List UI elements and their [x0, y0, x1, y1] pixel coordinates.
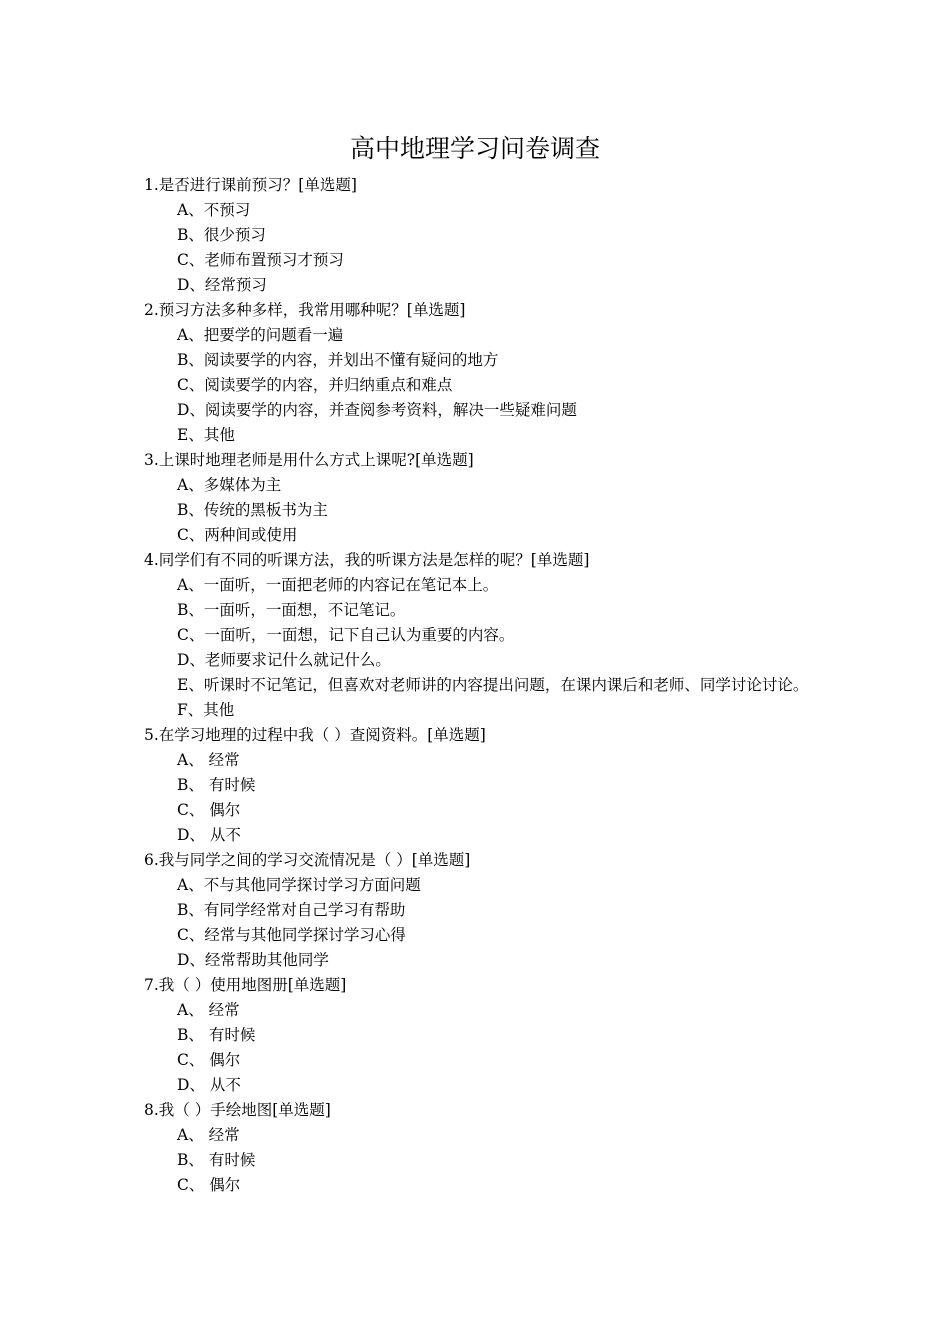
option-d: D、 从不 [177, 1076, 241, 1094]
option-e: E、其他 [177, 426, 235, 444]
option-c: C、两种间或使用 [177, 526, 298, 544]
option-a: A、 经常 [177, 1126, 240, 1144]
option-c: C、 偶尔 [177, 1051, 241, 1069]
option-a: A、 经常 [177, 1001, 240, 1019]
option-b: B、阅读要学的内容，并划出不懂有疑问的地方 [177, 351, 499, 369]
option-c: C、老师布置预习才预习 [177, 251, 344, 269]
question-3 [144, 448, 814, 548]
option-c: C、经常与其他同学探讨学习心得 [177, 926, 406, 944]
question-title: 6.我与同学之间的学习交流情况是（ ）[单选题] [144, 851, 471, 869]
question-title: 5.在学习地理的过程中我（ ）查阅资料。[单选题] [144, 726, 486, 744]
question-2 [144, 298, 814, 448]
option-f: F、其他 [177, 701, 235, 719]
question-1 [144, 173, 814, 298]
option-c: C、 偶尔 [177, 1176, 241, 1194]
option-d: D、经常预习 [177, 276, 267, 294]
option-b: B、有同学经常对自己学习有帮助 [177, 901, 406, 919]
questionnaire-body [144, 173, 814, 1198]
option-a: A、多媒体为主 [177, 476, 282, 494]
option-c: C、一面听，一面想，记下自己认为重要的内容。 [177, 626, 515, 644]
option-a: A、不与其他同学探讨学习方面问题 [177, 876, 421, 894]
option-c: C、 偶尔 [177, 801, 241, 819]
option-b: B、很少预习 [177, 226, 266, 244]
option-b: B、一面听，一面想，不记笔记。 [177, 601, 406, 619]
option-b: B、 有时候 [177, 1151, 256, 1169]
question-title: 4.同学们有不同的听课方法，我的听课方法是怎样的呢？[单选题] [144, 551, 590, 569]
question-4 [144, 548, 814, 723]
option-d: D、老师要求记什么就记什么。 [177, 651, 391, 669]
option-a: A、一面听，一面把老师的内容记在笔记本上。 [177, 576, 499, 594]
option-b: B、 有时候 [177, 776, 256, 794]
option-d: D、 从不 [177, 826, 241, 844]
option-d: D、阅读要学的内容，并查阅参考资料，解决一些疑难问题 [177, 401, 577, 419]
document-title: 高中地理学习问卷调查 [349, 134, 600, 163]
question-8 [144, 1098, 814, 1198]
question-title: 3.上课时地理老师是用什么方式上课呢?[单选题] [144, 451, 474, 469]
option-b: B、 有时候 [177, 1026, 256, 1044]
question-6 [144, 848, 814, 973]
option-a: A、把要学的问题看一遍 [177, 326, 344, 344]
option-c: C、阅读要学的内容，并归纳重点和难点 [177, 376, 453, 394]
question-title: 8.我（ ）手绘地图[单选题] [144, 1101, 331, 1119]
option-b: B、传统的黑板书为主 [177, 501, 328, 519]
question-title: 2.预习方法多种多样，我常用哪种呢？[单选题] [144, 301, 466, 319]
question-7 [144, 973, 814, 1098]
option-a: A、不预习 [177, 201, 251, 219]
question-5 [144, 723, 814, 848]
question-title: 1.是否进行课前预习？[单选题] [144, 176, 357, 194]
question-title: 7.我（ ）使用地图册[单选题] [144, 976, 347, 994]
option-a: A、 经常 [177, 751, 240, 769]
option-d: D、经常帮助其他同学 [177, 951, 329, 969]
option-e: E、听课时不记笔记，但喜欢对老师讲的内容提出问题，在课内课后和老师、同学讨论讨论。 [177, 676, 809, 694]
